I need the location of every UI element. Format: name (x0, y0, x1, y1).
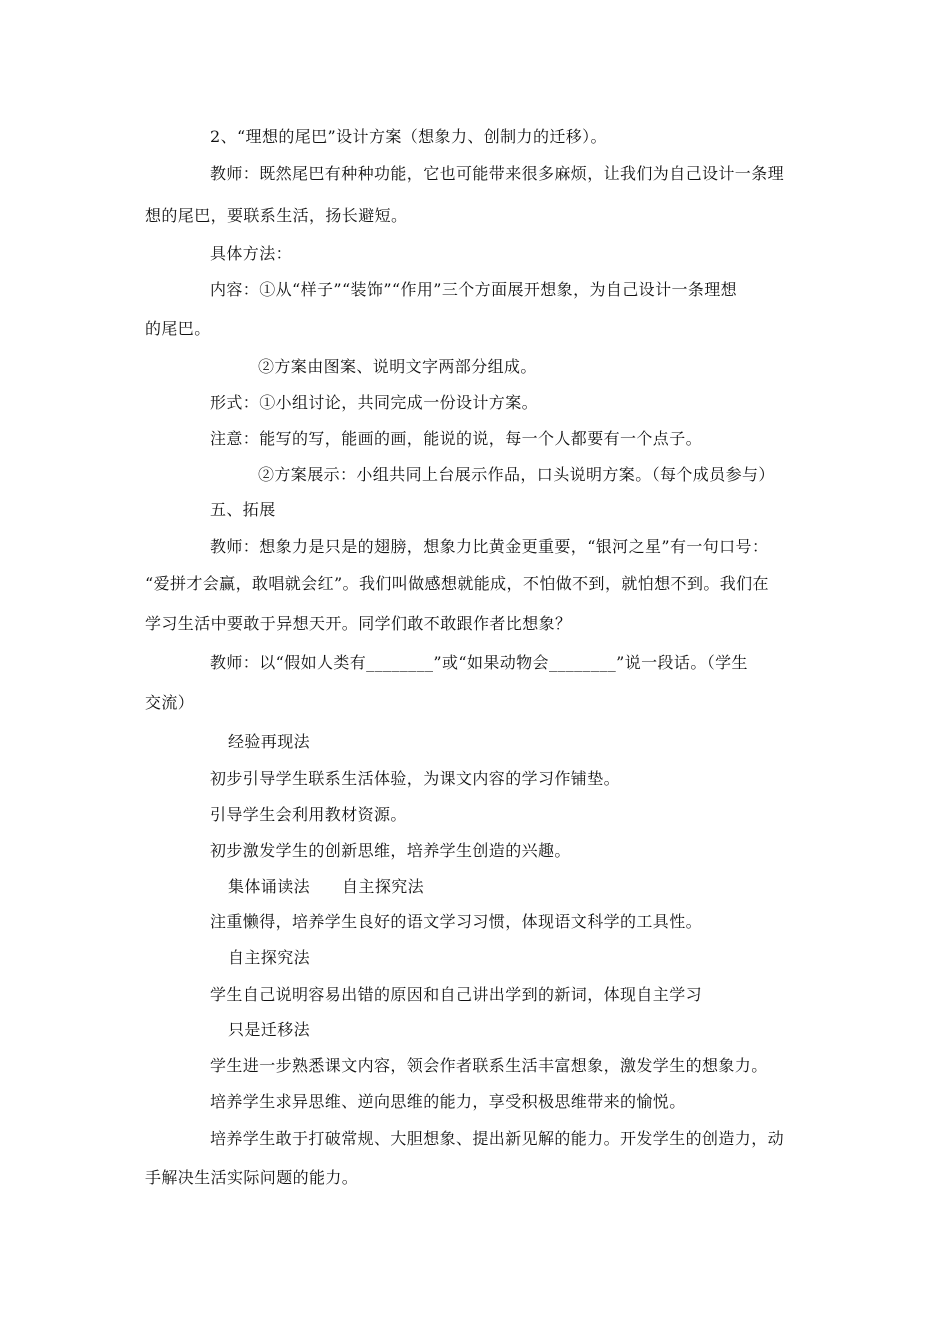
paragraph-line: 教师：想象力是只是的翅膀，想象力比黄金更重要，“银河之星”有一句口号： (210, 537, 769, 556)
paragraph-line: 引导学生会利用教材资源。 (210, 805, 407, 824)
section-heading-extension: 五、拓展 (210, 500, 276, 519)
paragraph-line: 教师：既然尾巴有种种功能，它也可能带来很多麻烦，让我们为自己设计一条理 (210, 164, 785, 183)
method-heading: 自主探究法 (342, 877, 425, 896)
section-heading-tail-design: 2、“理想的尾巴”设计方案（想象力、创制力的迁移）。 (210, 127, 607, 146)
paragraph-line: 初步引导学生联系生活体验，为课文内容的学习作铺垫。 (210, 769, 621, 788)
paragraph-line: 形式：①小组讨论，共同完成一份设计方案。 (210, 393, 539, 412)
paragraph-line: 学生自己说明容易出错的原因和自己讲出学到的新词，体现自主学习 (210, 985, 703, 1004)
paragraph-line: ②方案展示：小组共同上台展示作品，口头说明方案。（每个成员参与） (258, 465, 775, 484)
method-heading: 经验再现法 (228, 732, 311, 751)
paragraph-line: 注重懒得，培养学生良好的语文学习习惯，体现语文科学的工具性。 (210, 912, 703, 931)
paragraph-line: 注意：能写的写，能画的画，能说的说，每一个人都要有一个点子。 (210, 429, 703, 448)
method-heading: 集体诵读法 (228, 877, 311, 896)
paragraph-line: 初步激发学生的创新思维，培养学生创造的兴趣。 (210, 841, 571, 860)
paragraph-line: 手解决生活实际问题的能力。 (145, 1168, 359, 1187)
paragraph-line: 培养学生敢于打破常规、大胆想象、提出新见解的能力。开发学生的创造力，动 (210, 1129, 785, 1148)
method-heading: 只是迁移法 (228, 1020, 311, 1039)
method-heading-row (228, 876, 424, 898)
paragraph-line: “爱拼才会赢，敢唱就会红”。我们叫做感想就能成，不怕做不到，就怕想不到。我们在 (145, 574, 769, 593)
paragraph-line: 想的尾巴，要联系生活，扬长避短。 (145, 206, 408, 225)
paragraph-line: ②方案由图案、说明文字两部分组成。 (258, 357, 537, 376)
paragraph-line: 的尾巴。 (145, 319, 211, 338)
paragraph-line: 学习生活中要敢于异想天开。同学们敢不敢跟作者比想象？ (145, 614, 572, 633)
paragraph-line: 交流） (145, 693, 195, 712)
paragraph-line: 内容：①从“样子”“装饰”“作用”三个方面展开想象，为自己设计一条理想 (210, 280, 738, 299)
method-label: 具体方法： (210, 244, 293, 263)
paragraph-line: 学生进一步熟悉课文内容，领会作者联系生活丰富想象，激发学生的想象力。 (210, 1056, 768, 1075)
paragraph-line: 培养学生求异思维、逆向思维的能力，享受积极思维带来的愉悦。 (210, 1092, 686, 1111)
method-heading: 自主探究法 (228, 948, 311, 967)
paragraph-line: 教师：以“假如人类有________”或“如果动物会________”说一段话。（学生 (210, 653, 748, 672)
